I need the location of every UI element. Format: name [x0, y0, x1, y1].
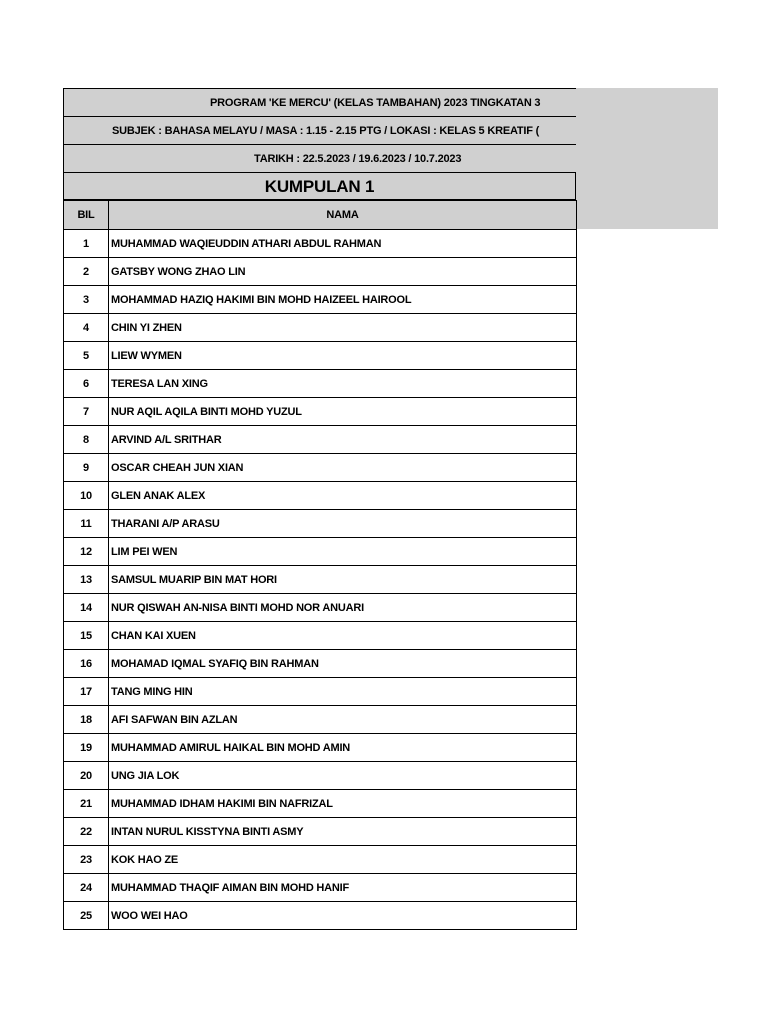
student-name: MUHAMMAD WAQIEUDDIN ATHARI ABDUL RAHMAN — [109, 230, 577, 258]
row-number: 13 — [64, 566, 109, 594]
row-number: 6 — [64, 370, 109, 398]
table-row — [64, 762, 577, 790]
student-name: GATSBY WONG ZHAO LIN — [109, 258, 577, 286]
student-name: LIEW WYMEN — [109, 342, 577, 370]
row-number: 19 — [64, 734, 109, 762]
row-number: 5 — [64, 342, 109, 370]
table-row — [64, 622, 577, 650]
student-name: LIM PEI WEN — [109, 538, 577, 566]
subject-row — [63, 116, 576, 144]
column-header-nama: NAMA — [109, 201, 577, 230]
program-title: PROGRAM 'KE MERCU' (KELAS TAMBAHAN) 2023 TINGKATAN 3 — [210, 97, 541, 109]
group-title-row — [63, 172, 576, 200]
student-name: UNG JIA LOK — [109, 762, 577, 790]
student-name: MOHAMAD IQMAL SYAFIQ BIN RAHMAN — [109, 650, 577, 678]
student-name: MOHAMMAD HAZIQ HAKIMI BIN MOHD HAIZEEL HAIROOL — [109, 286, 577, 314]
row-number: 23 — [64, 846, 109, 874]
attendance-sheet — [63, 88, 576, 930]
row-number: 12 — [64, 538, 109, 566]
table-row — [64, 874, 577, 902]
row-number: 11 — [64, 510, 109, 538]
table-row — [64, 398, 577, 426]
row-number: 20 — [64, 762, 109, 790]
table-row — [64, 650, 577, 678]
student-name: TANG MING HIN — [109, 678, 577, 706]
table-header-row — [64, 201, 577, 230]
row-number: 1 — [64, 230, 109, 258]
student-name: AFI SAFWAN BIN AZLAN — [109, 706, 577, 734]
row-number: 9 — [64, 454, 109, 482]
table-body — [64, 230, 577, 930]
table-row — [64, 454, 577, 482]
row-number: 22 — [64, 818, 109, 846]
student-name: NUR QISWAH AN-NISA BINTI MOHD NOR ANUARI — [109, 594, 577, 622]
student-name: CHIN YI ZHEN — [109, 314, 577, 342]
table-row — [64, 538, 577, 566]
row-number: 15 — [64, 622, 109, 650]
table-row — [64, 314, 577, 342]
table-row — [64, 594, 577, 622]
row-number: 14 — [64, 594, 109, 622]
table-row — [64, 342, 577, 370]
date-row — [63, 144, 576, 172]
student-name: CHAN KAI XUEN — [109, 622, 577, 650]
row-number: 3 — [64, 286, 109, 314]
row-number: 8 — [64, 426, 109, 454]
table-row — [64, 846, 577, 874]
group-title: KUMPULAN 1 — [264, 177, 375, 196]
student-name: GLEN ANAK ALEX — [109, 482, 577, 510]
table-row — [64, 818, 577, 846]
table-row — [64, 734, 577, 762]
row-number: 25 — [64, 902, 109, 930]
student-name: INTAN NURUL KISSTYNA BINTI ASMY — [109, 818, 577, 846]
row-number: 4 — [64, 314, 109, 342]
row-number: 16 — [64, 650, 109, 678]
row-number: 18 — [64, 706, 109, 734]
table-row — [64, 258, 577, 286]
table-row — [64, 370, 577, 398]
subject-info: SUBJEK : BAHASA MELAYU / MASA : 1.15 - 2.15 PTG / LOKASI : KELAS 5 KREATIF ( — [112, 125, 540, 137]
table-row — [64, 678, 577, 706]
student-name: MUHAMMAD IDHAM HAKIMI BIN NAFRIZAL — [109, 790, 577, 818]
date-info: TARIKH : 22.5.2023 / 19.6.2023 / 10.7.2023 — [254, 153, 462, 165]
table-row — [64, 230, 577, 258]
row-number: 17 — [64, 678, 109, 706]
column-header-bil: BIL — [64, 201, 109, 230]
table-row — [64, 566, 577, 594]
student-name: KOK HAO ZE — [109, 846, 577, 874]
student-name: SAMSUL MUARIP BIN MAT HORI — [109, 566, 577, 594]
row-number: 24 — [64, 874, 109, 902]
table-row — [64, 706, 577, 734]
row-number: 21 — [64, 790, 109, 818]
student-name: THARANI A/P ARASU — [109, 510, 577, 538]
student-name: ARVIND A/L SRITHAR — [109, 426, 577, 454]
student-name: TERESA LAN XING — [109, 370, 577, 398]
table-row — [64, 286, 577, 314]
table-row — [64, 482, 577, 510]
program-title-row — [63, 88, 576, 116]
row-number: 2 — [64, 258, 109, 286]
student-name: MUHAMMAD AMIRUL HAIKAL BIN MOHD AMIN — [109, 734, 577, 762]
student-table — [63, 200, 577, 930]
student-name: NUR AQIL AQILA BINTI MOHD YUZUL — [109, 398, 577, 426]
student-name: WOO WEI HAO — [109, 902, 577, 930]
table-row — [64, 510, 577, 538]
row-number: 10 — [64, 482, 109, 510]
table-row — [64, 426, 577, 454]
student-name: OSCAR CHEAH JUN XIAN — [109, 454, 577, 482]
student-name: MUHAMMAD THAQIF AIMAN BIN MOHD HANIF — [109, 874, 577, 902]
table-row — [64, 902, 577, 930]
table-row — [64, 790, 577, 818]
row-number: 7 — [64, 398, 109, 426]
